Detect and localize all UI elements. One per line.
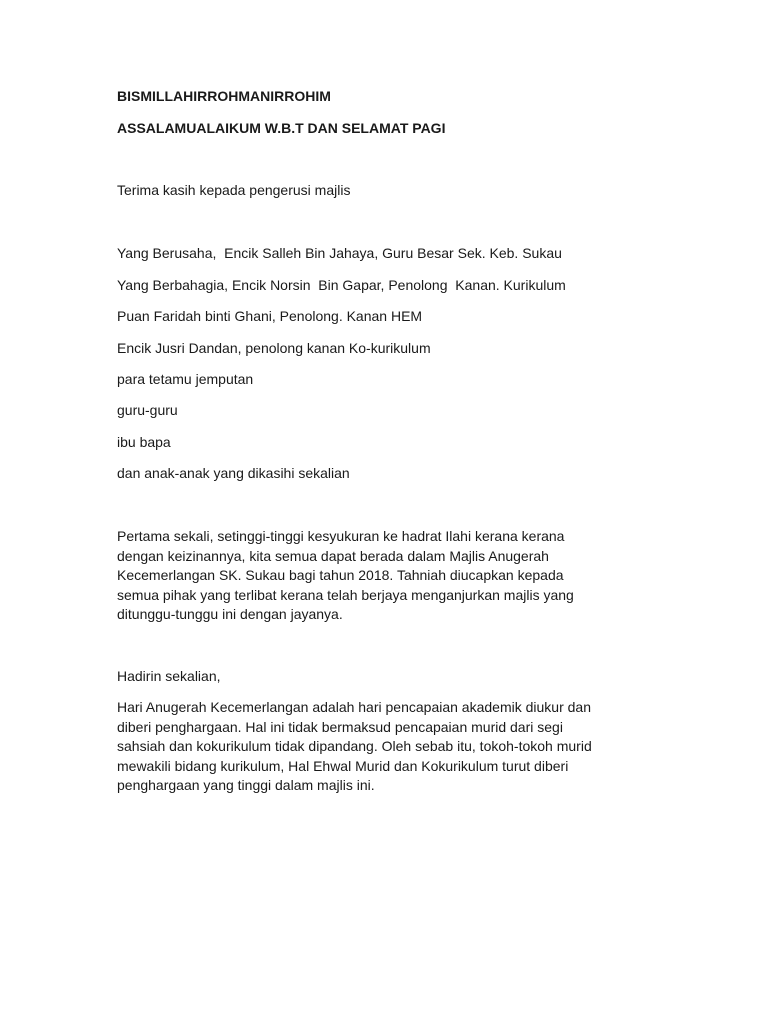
dignitary-line: guru-guru: [117, 402, 178, 418]
paragraph-line: Pertama sekali, setinggi-tinggi kesyukuran ke hadrat Ilahi kerana kerana: [117, 528, 565, 544]
paragraph-line: ditunggu-tunggu ini dengan jayanya.: [117, 606, 343, 623]
dignitary-line: Encik Jusri Dandan, penolong kanan Ko-kurikulum: [117, 340, 431, 356]
paragraph-thanksgiving: [117, 527, 657, 625]
paragraph-award-day: [117, 698, 657, 796]
dignitary-line: Puan Faridah binti Ghani, Penolong. Kanan HEM: [117, 308, 423, 324]
address-line: Hadirin sekalian,: [117, 668, 221, 684]
paragraph-line: Hari Anugerah Kecemerlangan adalah hari pencapaian akademik diukur dan: [117, 699, 591, 715]
paragraph-line: Kecemerlangan SK. Sukau bagi tahun 2018. Tahniah diucapkan kepada: [117, 567, 564, 584]
dignitary-line: ibu bapa: [117, 434, 171, 450]
paragraph-line: sahsiah dan kokurikulum tidak dipandang. Oleh sebab itu, tokoh-tokoh murid: [117, 738, 592, 755]
paragraph-line: mewakili bidang kurikulum, Hal Ehwal Murid dan Kokurikulum turut diberi: [117, 757, 569, 774]
dignitary-line: Yang Berusaha, Encik Salleh Bin Jahaya, Guru Besar Sek. Keb. Sukau: [117, 245, 562, 261]
dignitary-line: Yang Berbahagia, Encik Norsin Bin Gapar, Penolong Kanan. Kurikulum: [117, 277, 566, 293]
dignitary-line: para tetamu jemputan: [117, 371, 254, 387]
opening-title: BISMILLAHIRROHMANIRROHIM: [117, 88, 331, 104]
dignitary-line: dan anak-anak yang dikasihi sekalian: [117, 465, 350, 481]
paragraph-line: semua pihak yang terlibat kerana telah berjaya menganjurkan majlis yang: [117, 586, 574, 603]
paragraph-line: penghargaan yang tinggi dalam majlis ini.: [117, 777, 375, 794]
paragraph-line: diberi penghargaan. Hal ini tidak bermaksud pencapaian murid dari segi: [117, 718, 563, 735]
greeting-line: Terima kasih kepada pengerusi majlis: [117, 182, 351, 198]
salutation-title: ASSALAMUALAIKUM W.B.T DAN SELAMAT PAGI: [117, 120, 446, 136]
paragraph-line: dengan keizinannya, kita semua dapat berada dalam Majlis Anugerah: [117, 547, 549, 564]
